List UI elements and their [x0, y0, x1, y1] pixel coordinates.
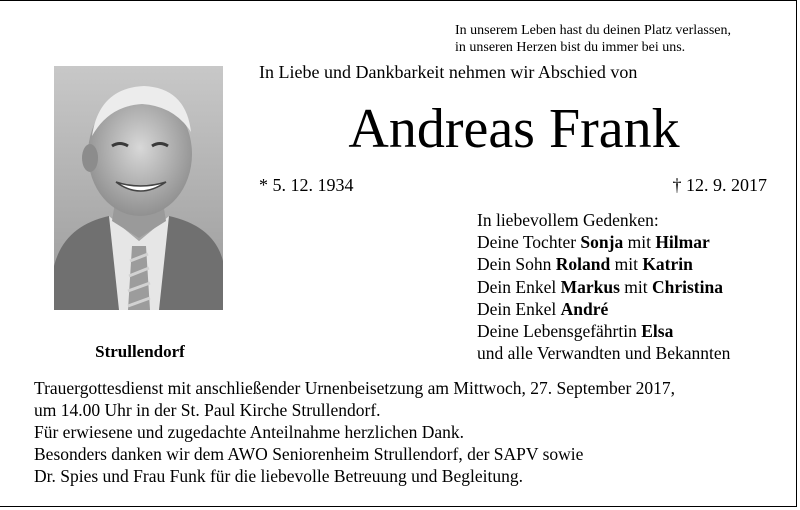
mourner-line	[477, 231, 730, 253]
mourner-name: Sonja	[580, 232, 624, 253]
mourner-name: Markus	[560, 276, 620, 297]
mourners-heading: In liebevollem Gedenken:	[477, 210, 659, 230]
mourner-line	[477, 253, 730, 275]
relation-text: Dein Sohn	[477, 254, 556, 275]
mourner-line	[477, 276, 730, 298]
mourner-line	[477, 298, 730, 320]
footer-line: Besonders danken wir dem AWO Seniorenheim Strullendorf, der SAPV sowie	[34, 444, 584, 464]
mourner-name: Elsa	[641, 321, 674, 342]
portrait-photo	[54, 66, 223, 310]
partner-name: Christina	[652, 276, 723, 297]
mourners-closing: und alle Verwandten und Bekannten	[477, 343, 731, 364]
mourner-line	[477, 320, 730, 342]
death-date: † 12. 9. 2017	[672, 175, 767, 195]
mourners-list	[477, 209, 730, 364]
mourner-name: Roland	[555, 254, 611, 275]
footer-line: Für erwiesene und zugedachte Anteilnahme herzlichen Dank.	[34, 422, 465, 442]
intro-line: In Liebe und Dankbarkeit nehmen wir Abschied von	[259, 62, 638, 82]
portrait-image	[54, 66, 223, 310]
relation-text: Dein Enkel	[477, 298, 561, 319]
relation-text: Dein Enkel	[477, 276, 561, 297]
mourner-name: André	[560, 298, 609, 319]
motto-verse	[455, 22, 731, 56]
connector-text: mit	[619, 276, 652, 297]
partner-name: Katrin	[642, 254, 693, 275]
birth-date: * 5. 12. 1934	[259, 175, 354, 195]
place-of-residence: Strullendorf	[95, 342, 185, 361]
motto-line: In unserem Leben hast du deinen Platz verlassen,	[455, 23, 732, 38]
footer-line: Dr. Spies und Frau Funk für die liebevolle Betreuung und Begleitung.	[34, 466, 523, 486]
relation-text: Deine Lebensgefährtin	[477, 321, 642, 342]
footer-line: um 14.00 Uhr in der St. Paul Kirche Strullendorf.	[34, 400, 381, 420]
footer-line: Trauergottesdienst mit anschließender Urnenbeisetzung am Mittwoch, 27. September 2017,	[34, 378, 676, 398]
service-info	[34, 377, 675, 487]
deceased-name: Andreas Frank	[348, 98, 680, 160]
connector-text: mit	[623, 232, 656, 253]
partner-name: Hilmar	[655, 232, 710, 253]
motto-line: in unseren Herzen bist du immer bei uns.	[455, 40, 686, 55]
relation-text: Deine Tochter	[477, 232, 581, 253]
connector-text: mit	[610, 254, 643, 275]
